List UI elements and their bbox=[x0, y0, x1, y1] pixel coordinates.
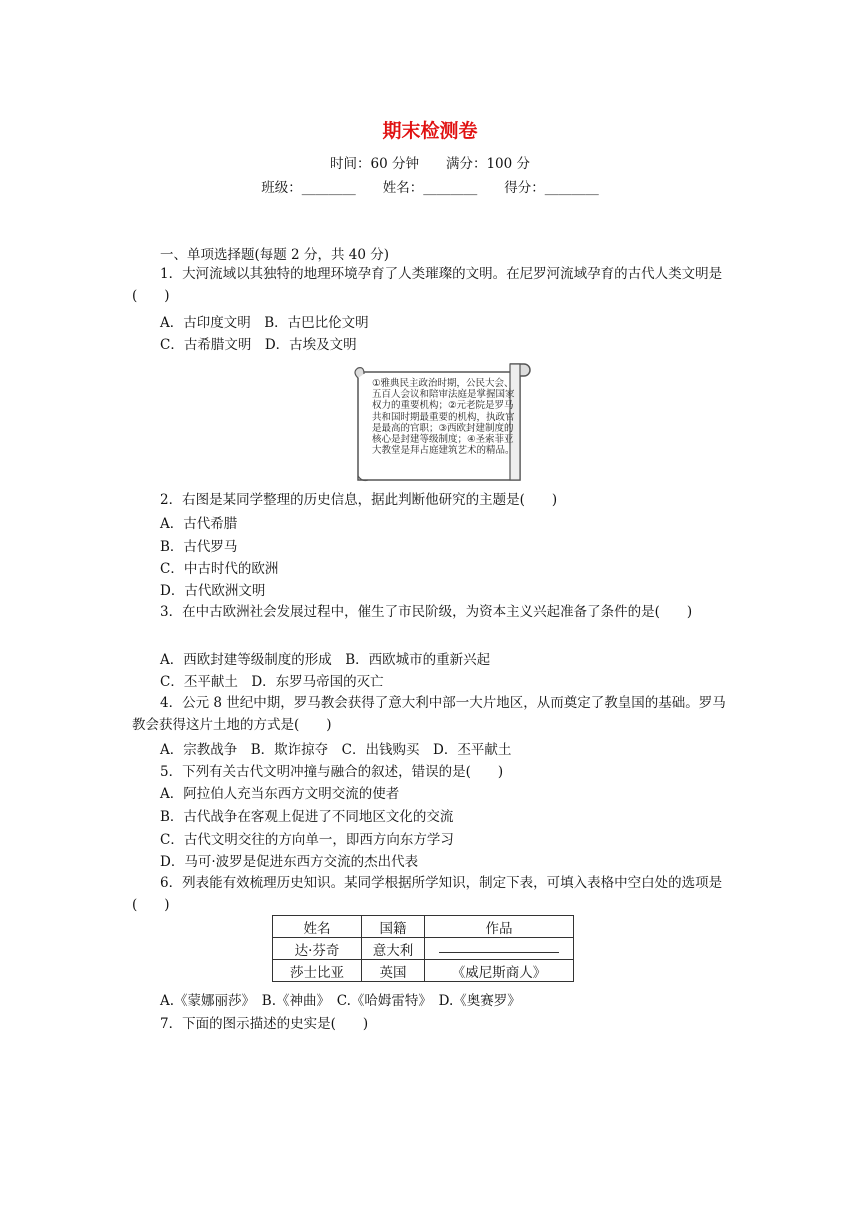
exam-meta-time: 时间：60 分钟 满分：100 分 bbox=[329, 156, 531, 172]
question-1-options-cd: C．古希腊文明 D．古埃及文明 bbox=[160, 337, 357, 353]
table-cell-blank bbox=[425, 938, 574, 960]
question-6-options: A.《蒙娜丽莎》 B.《神曲》 C.《哈姆雷特》 D.《奥赛罗》 bbox=[160, 993, 521, 1009]
table-header-cell: 作品 bbox=[425, 916, 574, 938]
question-3-stem: 3．在中古欧洲社会发展过程中，催生了市民阶级，为资本主义兴起准备了条件的是( ) bbox=[160, 604, 693, 620]
table-header-row bbox=[273, 916, 574, 938]
table-cell: 《威尼斯商人》 bbox=[425, 960, 574, 982]
section-heading: 一、单项选择题(每题 2 分，共 40 分) bbox=[160, 247, 389, 263]
table-row bbox=[273, 960, 574, 982]
table-row bbox=[273, 938, 574, 960]
table-cell: 莎士比亚 bbox=[273, 960, 362, 982]
question-5-option-b: B．古代战争在客观上促进了不同地区文化的交流 bbox=[160, 809, 454, 825]
question-4-stem: 4．公元 8 世纪中期，罗马教会获得了意大利中部一大片地区，从而奠定了教皇国的基础。罗马教会获得这片土地的方式是( ) bbox=[132, 695, 726, 733]
table-cell: 英国 bbox=[362, 960, 425, 982]
scroll-text: ①雅典民主政治时期，公民大会、五百人会议和陪审法庭是掌握国家权力的重要机构；②元老院是罗马共和国时期最重要的机构，执政官是最高的官职；③西欧封建制度的核心是封建等级制度；④圣索菲亚大教堂是拜占庭建筑艺术的精品。 bbox=[372, 378, 515, 457]
exam-meta-student: 班级：________ 姓名：________ 得分：________ bbox=[261, 180, 599, 196]
question-6-stem: 6．列表能有效梳理历史知识。某同学根据所学知识，制定下表，可填入表格中空白处的选项是( ) bbox=[132, 875, 723, 913]
question-2-option-c: C．中古时代的欧洲 bbox=[160, 561, 279, 577]
question-2-option-d: D．古代欧洲文明 bbox=[160, 583, 266, 599]
question-2-stem: 2．右图是某同学整理的历史信息，据此判断他研究的主题是( ) bbox=[160, 492, 558, 508]
question-5-option-d: D．马可·波罗是促进东西方交流的杰出代表 bbox=[160, 854, 419, 870]
question-3-options-ab: A．西欧封建等级制度的形成 B．西欧城市的重新兴起 bbox=[160, 652, 491, 668]
table-header-cell: 姓名 bbox=[273, 916, 362, 938]
table-cell: 意大利 bbox=[362, 938, 425, 960]
question-2-option-a: A．古代希腊 bbox=[160, 516, 238, 532]
question-7-stem: 7．下面的图示描述的史实是( ) bbox=[160, 1016, 369, 1032]
answer-blank bbox=[439, 940, 559, 953]
question-1-stem: 1．大河流域以其独特的地理环境孕育了人类璀璨的文明。在尼罗河流域孕育的古代人类文明是( ) bbox=[132, 266, 723, 304]
question-5-stem: 5．下列有关古代文明冲撞与融合的叙述，错误的是( ) bbox=[160, 764, 504, 780]
question-2-option-b: B．古代罗马 bbox=[160, 539, 238, 555]
table-cell: 达·芬奇 bbox=[273, 938, 362, 960]
question-1-options-ab: A．古印度文明 B．古巴比伦文明 bbox=[160, 315, 369, 331]
works-table bbox=[272, 915, 574, 982]
table-header-cell: 国籍 bbox=[362, 916, 425, 938]
question-3-options-cd: C．丕平献土 D．东罗马帝国的灭亡 bbox=[160, 674, 384, 690]
question-4-options: A．宗教战争 B．欺诈掠夺 C．出钱购买 D．丕平献土 bbox=[160, 742, 512, 758]
page-title: 期末检测卷 bbox=[382, 120, 478, 142]
question-5-option-a: A．阿拉伯人充当东西方文明交流的使者 bbox=[160, 786, 400, 802]
question-5-option-c: C．古代文明交往的方向单一，即西方向东方学习 bbox=[160, 832, 454, 848]
